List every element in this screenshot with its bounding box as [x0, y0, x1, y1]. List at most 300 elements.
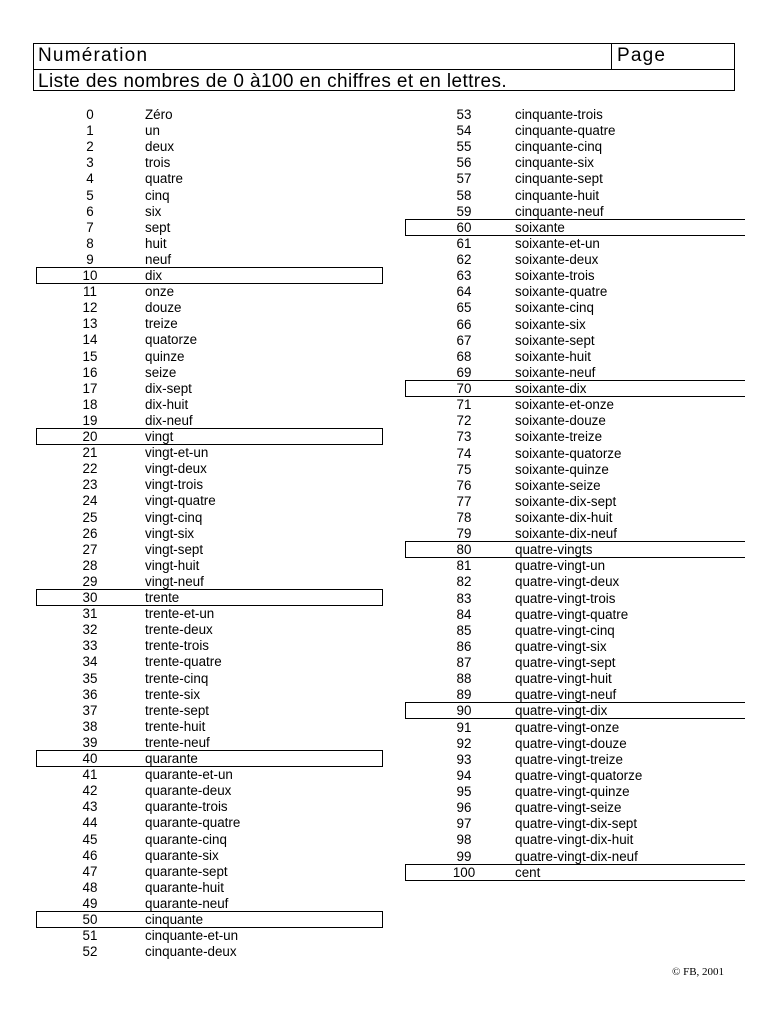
number-digits: 79 [456, 526, 472, 542]
number-digits: 69 [456, 364, 472, 380]
number-words: quatre-vingt-onze [515, 719, 620, 735]
number-row [405, 284, 745, 300]
number-words: quatre-vingt-un [515, 558, 606, 574]
number-row [36, 864, 383, 880]
number-words: soixante-dix-huit [515, 510, 613, 525]
number-words: quatre-vingts [515, 542, 593, 558]
number-words: soixante-deux [515, 252, 599, 268]
number-words: cent [515, 864, 541, 880]
page-title: Numération [38, 45, 149, 66]
number-digits: 25 [82, 509, 98, 525]
number-row [36, 767, 383, 783]
number-words: dix-neuf [145, 412, 193, 428]
number-words: soixante-seize [515, 477, 601, 493]
number-digits: 4 [86, 171, 94, 187]
number-words: trente [145, 590, 180, 605]
number-row [36, 638, 383, 654]
number-digits: 30 [82, 590, 98, 605]
number-row [405, 720, 745, 736]
number-words: vingt-quatre [145, 493, 216, 509]
number-digits: 96 [456, 800, 472, 816]
number-digits: 36 [82, 686, 98, 702]
number-row [36, 461, 383, 477]
number-words: cinquante-quatre [515, 123, 616, 139]
number-words: quarante [145, 751, 198, 766]
number-row [405, 397, 745, 413]
number-words: quatre-vingt-quatorze [515, 767, 643, 783]
number-digits: 33 [82, 638, 98, 654]
number-digits: 45 [82, 831, 98, 847]
number-row [405, 607, 745, 623]
number-digits: 84 [456, 606, 472, 622]
number-digits: 98 [456, 832, 472, 848]
number-digits: 89 [456, 687, 472, 703]
number-row [405, 123, 745, 139]
number-digits: 75 [456, 461, 472, 477]
number-row [405, 494, 745, 510]
number-digits: 71 [456, 397, 472, 413]
number-digits: 65 [456, 300, 472, 316]
number-words: quatre-vingt-huit [515, 671, 612, 687]
number-row [405, 849, 745, 865]
number-words: soixante-et-onze [515, 397, 614, 413]
number-words: soixante-trois [515, 268, 595, 284]
number-digits: 85 [456, 622, 472, 638]
number-row [405, 349, 745, 365]
number-words: quatre-vingt-dix [515, 703, 608, 719]
number-row-highlighted [36, 911, 383, 928]
number-words: soixante [515, 219, 565, 235]
number-row [36, 252, 383, 268]
number-row-highlighted [405, 380, 745, 397]
number-words: cinquante-et-un [145, 928, 239, 944]
number-row [36, 783, 383, 799]
number-digits: 37 [82, 702, 98, 718]
number-row [36, 848, 383, 864]
number-digits: 88 [456, 671, 472, 687]
number-digits: 90 [456, 703, 472, 719]
number-words: quarante-quatre [145, 815, 241, 831]
number-digits: 19 [82, 412, 98, 428]
number-words: trente-neuf [145, 734, 210, 750]
number-words: quatre-vingt-seize [515, 800, 622, 816]
number-row [36, 654, 383, 670]
number-digits: 3 [86, 155, 94, 171]
number-digits: 94 [456, 767, 472, 783]
number-words: deux [145, 139, 175, 155]
number-words: soixante-dix-neuf [515, 526, 617, 542]
number-row [36, 671, 383, 687]
number-row-highlighted [405, 219, 745, 236]
number-words: quatre-vingt-deux [515, 574, 620, 590]
number-words: soixante-quatorze [515, 445, 622, 461]
number-words: dix [145, 268, 163, 283]
number-row [405, 462, 745, 478]
number-digits: 14 [82, 332, 98, 348]
number-words: huit [145, 235, 167, 251]
number-row-highlighted [36, 428, 383, 445]
number-row [36, 832, 383, 848]
number-digits: 6 [86, 203, 94, 219]
number-words: quatre-vingt-trois [515, 590, 616, 606]
number-digits: 93 [456, 751, 472, 767]
number-digits: 50 [82, 912, 98, 927]
page-subtitle: Liste des nombres de 0 à100 en chiffres et en lettres. [38, 71, 508, 92]
number-words: soixante-dix-sept [515, 493, 617, 509]
number-row [405, 155, 745, 171]
number-row [405, 671, 745, 687]
number-digits: 91 [456, 719, 472, 735]
number-row [36, 171, 383, 187]
number-words: soixante-treize [515, 429, 603, 445]
number-words: vingt-deux [145, 461, 207, 477]
number-digits: 64 [456, 284, 472, 300]
number-words: trente-deux [145, 622, 213, 638]
number-digits: 13 [82, 316, 98, 332]
number-digits: 22 [82, 461, 98, 477]
number-row [36, 316, 383, 332]
number-row [405, 558, 745, 574]
number-row [405, 413, 745, 429]
number-digits: 92 [456, 735, 472, 751]
number-row [36, 397, 383, 413]
number-words: un [145, 123, 160, 139]
number-digits: 78 [456, 510, 472, 525]
number-row [405, 171, 745, 187]
number-row [36, 574, 383, 590]
number-row [405, 268, 745, 284]
number-words: vingt-trois [145, 477, 204, 493]
number-words: soixante-cinq [515, 300, 594, 316]
number-words: trente-six [145, 686, 201, 702]
number-digits: 34 [82, 654, 98, 670]
number-row [36, 799, 383, 815]
number-words: quatre-vingt-six [515, 638, 607, 654]
number-row [36, 687, 383, 703]
number-digits: 99 [456, 848, 472, 864]
number-digits: 43 [82, 799, 98, 815]
number-digits: 10 [82, 268, 98, 283]
number-digits: 2 [86, 139, 94, 155]
number-digits: 76 [456, 477, 472, 493]
number-digits: 59 [456, 203, 472, 219]
number-words: trente-cinq [145, 670, 209, 686]
number-words: vingt [145, 429, 174, 444]
number-words: vingt-cinq [145, 509, 203, 525]
number-row [36, 815, 383, 831]
number-row [405, 816, 745, 832]
number-words: cinquante-neuf [515, 203, 604, 219]
number-row-highlighted [405, 541, 745, 558]
number-row [405, 591, 745, 607]
number-digits: 27 [82, 541, 98, 557]
number-row [36, 558, 383, 574]
number-words: soixante-douze [515, 413, 606, 429]
number-words: quarante-cinq [145, 831, 227, 847]
number-row-highlighted [405, 864, 745, 881]
number-row [36, 622, 383, 638]
number-digits: 0 [86, 107, 94, 122]
number-row [405, 365, 745, 381]
number-digits: 81 [456, 558, 472, 574]
number-words: seize [145, 364, 177, 380]
number-digits: 100 [452, 864, 476, 880]
number-row [405, 623, 745, 639]
number-row [405, 107, 745, 123]
number-words: trente-trois [145, 638, 209, 654]
number-digits: 74 [456, 445, 472, 461]
number-row [405, 333, 745, 349]
number-words: vingt-neuf [145, 573, 204, 589]
number-row [36, 123, 383, 139]
number-row [405, 639, 745, 655]
number-words: quatre-vingt-sept [515, 655, 616, 671]
number-row [405, 429, 745, 445]
number-words: vingt-et-un [145, 445, 209, 461]
number-row [36, 300, 383, 316]
number-digits: 55 [456, 139, 472, 155]
number-words: vingt-six [145, 525, 195, 541]
number-row [36, 493, 383, 509]
number-words: quarante-huit [145, 879, 224, 895]
number-row [405, 204, 745, 220]
number-words: Zéro [145, 107, 173, 122]
number-digits: 38 [82, 718, 98, 734]
number-words: dix-sept [145, 380, 192, 396]
number-digits: 67 [456, 332, 472, 348]
number-row [36, 735, 383, 751]
number-row [36, 477, 383, 493]
number-words: quarante-sept [145, 863, 228, 879]
number-digits: 47 [82, 863, 98, 879]
number-digits: 29 [82, 573, 98, 589]
number-words: treize [145, 316, 178, 332]
number-words: quarante-six [145, 847, 219, 863]
number-digits: 35 [82, 670, 98, 686]
number-digits: 17 [82, 380, 98, 396]
number-words: cinq [145, 187, 170, 203]
number-row [405, 317, 745, 333]
number-words: trente-huit [145, 718, 206, 734]
number-digits: 46 [82, 847, 98, 863]
number-digits: 57 [456, 171, 472, 187]
number-digits: 5 [86, 187, 94, 203]
number-row [405, 768, 745, 784]
number-digits: 87 [456, 655, 472, 671]
number-row [405, 752, 745, 768]
number-digits: 62 [456, 252, 472, 268]
number-words: soixante-huit [515, 348, 591, 364]
number-digits: 20 [82, 429, 98, 444]
number-words: soixante-et-un [515, 235, 600, 251]
number-words: soixante-neuf [515, 364, 596, 380]
number-words: quatre-vingt-treize [515, 751, 623, 767]
number-row [405, 188, 745, 204]
number-words: trente-et-un [145, 606, 215, 622]
number-words: quarante-trois [145, 799, 228, 815]
number-digits: 86 [456, 638, 472, 654]
number-row [36, 719, 383, 735]
number-row [405, 736, 745, 752]
number-row [36, 220, 383, 236]
number-digits: 61 [456, 235, 472, 251]
number-words: quatorze [145, 332, 198, 348]
number-digits: 54 [456, 123, 472, 139]
number-words: six [145, 203, 162, 219]
number-words: douze [145, 300, 182, 316]
number-digits: 56 [456, 155, 472, 171]
number-row [36, 236, 383, 252]
number-digits: 18 [82, 396, 98, 412]
number-words: sept [145, 219, 171, 235]
number-row [36, 381, 383, 397]
number-row [405, 800, 745, 816]
number-row [405, 784, 745, 800]
number-words: quatre-vingt-quinze [515, 784, 630, 800]
number-digits: 77 [456, 493, 472, 509]
number-words: quinze [145, 348, 185, 364]
copyright-notice: © FB, 2001 [672, 966, 725, 978]
number-row [405, 510, 745, 526]
number-digits: 68 [456, 348, 472, 364]
number-words: quarante-et-un [145, 767, 233, 783]
number-digits: 40 [82, 751, 98, 766]
number-row [36, 139, 383, 155]
number-words: soixante-quatre [515, 284, 608, 300]
number-digits: 51 [82, 928, 98, 944]
number-words: trois [145, 155, 171, 171]
number-words: quatre-vingt-dix-neuf [515, 848, 638, 864]
number-words: quatre-vingt-cinq [515, 622, 615, 638]
number-row [405, 574, 745, 590]
number-words: vingt-huit [145, 557, 200, 573]
number-digits: 16 [82, 364, 98, 380]
number-row [36, 155, 383, 171]
number-digits: 12 [82, 300, 98, 316]
number-digits: 31 [82, 606, 98, 622]
number-digits: 9 [86, 251, 94, 267]
number-digits: 32 [82, 622, 98, 638]
number-words: cinquante-cinq [515, 139, 603, 155]
number-row [36, 944, 383, 960]
page-label: Page [617, 45, 667, 66]
number-words: dix-huit [145, 396, 189, 412]
header-divider [611, 44, 612, 69]
number-digits: 28 [82, 557, 98, 573]
number-row [36, 896, 383, 912]
number-words: onze [145, 284, 175, 300]
number-row [36, 284, 383, 300]
number-words: cinquante-huit [515, 187, 600, 203]
number-row [405, 300, 745, 316]
number-digits: 44 [82, 815, 98, 831]
number-words: trente-quatre [145, 654, 222, 670]
number-words: cinquante-deux [145, 944, 237, 960]
number-digits: 53 [456, 107, 472, 122]
number-digits: 21 [82, 445, 98, 461]
number-words: quatre-vingt-quatre [515, 606, 629, 622]
number-words: cinquante-six [515, 155, 594, 171]
number-digits: 1 [86, 123, 94, 139]
number-words: cinquante-sept [515, 171, 603, 187]
number-row [36, 332, 383, 348]
number-digits: 66 [456, 316, 472, 332]
number-digits: 83 [456, 590, 472, 606]
number-digits: 11 [83, 284, 97, 300]
number-row-highlighted [405, 702, 745, 719]
number-words: quatre-vingt-dix-huit [515, 832, 634, 848]
number-row [405, 236, 745, 252]
number-row [405, 252, 745, 268]
number-digits: 48 [82, 879, 98, 895]
number-row-highlighted [36, 750, 383, 767]
number-row [405, 478, 745, 494]
number-digits: 95 [456, 784, 472, 800]
number-digits: 52 [82, 944, 98, 960]
number-digits: 80 [456, 542, 472, 558]
number-row [405, 655, 745, 671]
number-digits: 7 [86, 219, 94, 235]
header-box [33, 43, 735, 91]
number-words: cinquante [145, 912, 204, 927]
number-digits: 60 [456, 219, 472, 235]
number-digits: 49 [82, 895, 98, 911]
number-words: quatre [145, 171, 183, 187]
number-digits: 23 [82, 477, 98, 493]
number-words: soixante-quinze [515, 461, 609, 477]
number-row [36, 204, 383, 220]
number-digits: 15 [82, 348, 98, 364]
number-row [405, 526, 745, 542]
number-row [36, 445, 383, 461]
number-words: soixante-sept [515, 332, 595, 348]
number-row [405, 687, 745, 703]
number-row [405, 832, 745, 848]
number-digits: 97 [456, 816, 472, 832]
header-title-row [34, 44, 734, 70]
number-words: soixante-dix [515, 381, 587, 397]
number-digits: 63 [456, 268, 472, 284]
number-words: quatre-vingt-neuf [515, 687, 617, 703]
number-row [36, 526, 383, 542]
number-row [36, 542, 383, 558]
number-words: trente-sept [145, 702, 210, 718]
number-row [36, 413, 383, 429]
number-row [36, 107, 383, 123]
number-words: vingt-sept [145, 541, 204, 557]
number-digits: 41 [82, 767, 98, 783]
number-digits: 58 [456, 187, 472, 203]
number-words: quarante-deux [145, 783, 232, 799]
number-digits: 8 [86, 235, 94, 251]
number-words: quarante-neuf [145, 895, 229, 911]
number-words: neuf [145, 251, 172, 267]
number-words: cinquante-trois [515, 107, 603, 122]
number-row-highlighted [36, 267, 383, 284]
number-digits: 70 [456, 381, 472, 397]
number-row [405, 139, 745, 155]
number-row [36, 510, 383, 526]
number-row [36, 703, 383, 719]
number-digits: 24 [82, 493, 98, 509]
number-row [36, 365, 383, 381]
number-row [36, 880, 383, 896]
number-words: soixante-six [515, 316, 586, 332]
number-digits: 26 [82, 525, 98, 541]
number-row [405, 446, 745, 462]
number-row [36, 188, 383, 204]
number-row [36, 928, 383, 944]
